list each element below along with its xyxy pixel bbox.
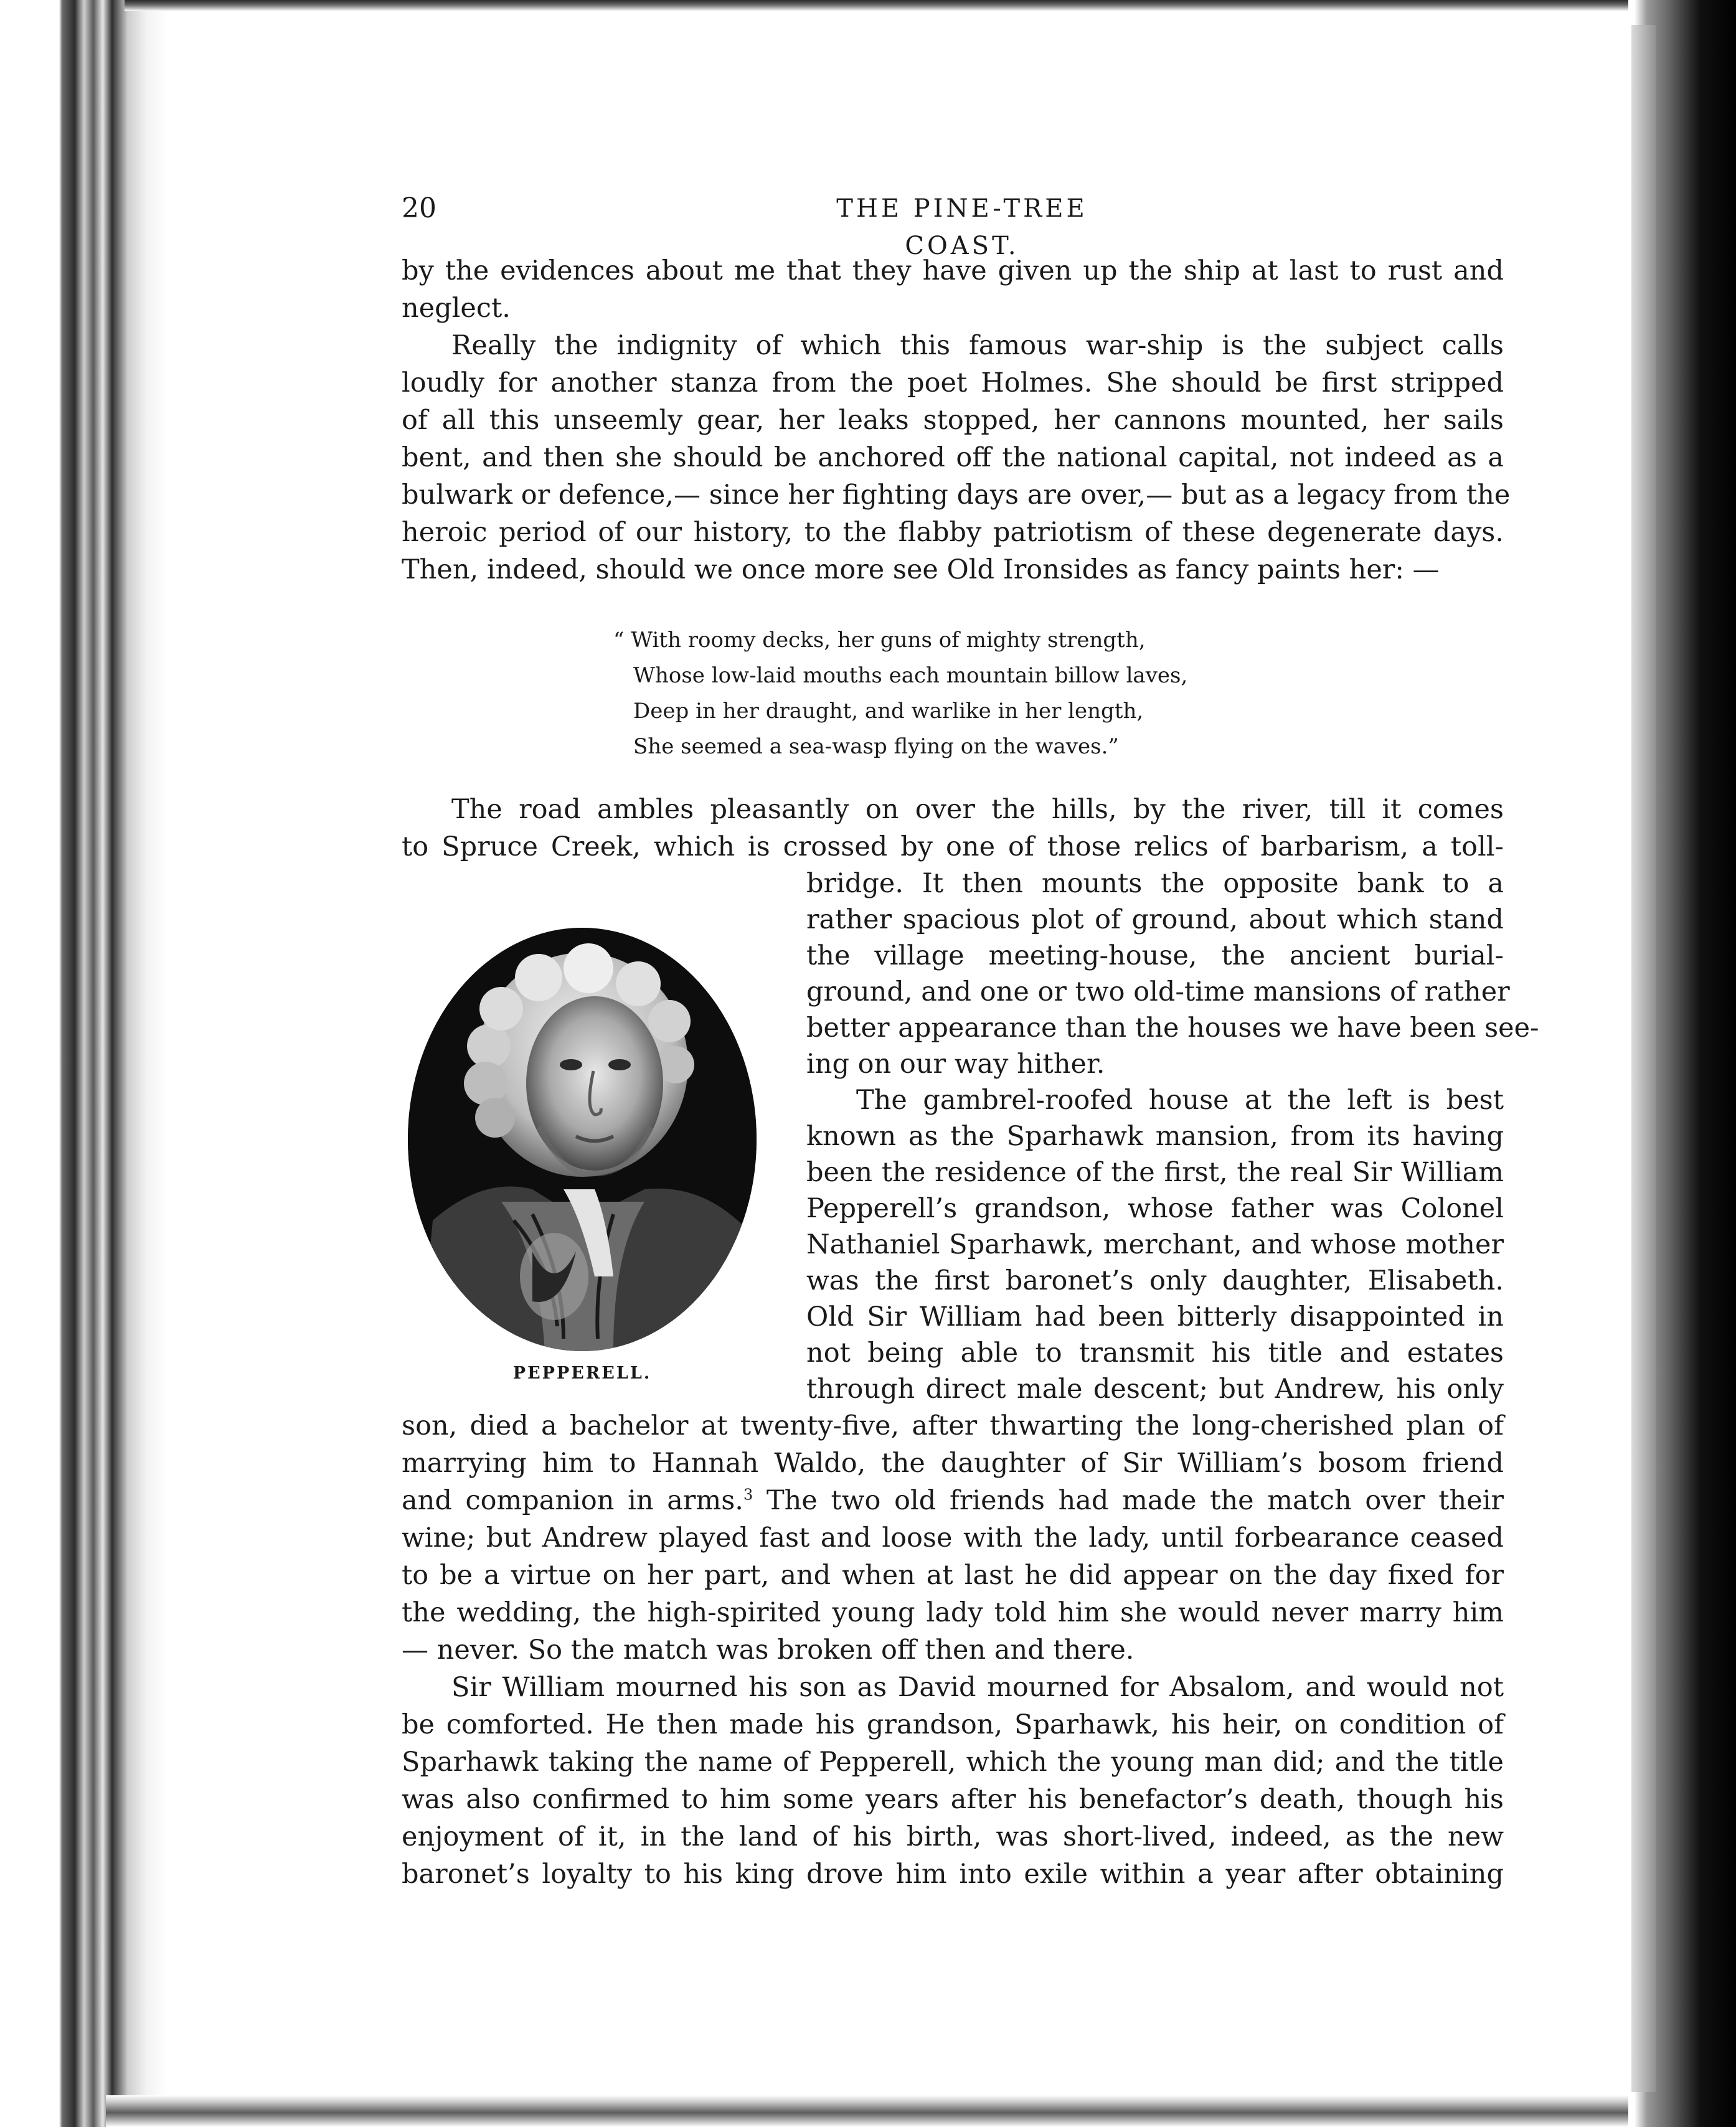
- text-line: better appearance than the houses we have been see-: [806, 1012, 1539, 1044]
- running-head: THE PINE-TREE COAST.: [836, 194, 1088, 260]
- verse-line: Whose low-laid mouths each mountain billow laves,: [633, 663, 1188, 688]
- text-line: ground, and one or two old-time mansions of rather: [806, 976, 1510, 1007]
- text-line: be comforted. He then made his grandson, Sparhawk, his heir, on condition of: [402, 1709, 1504, 1740]
- footnote-ref[interactable]: 3: [743, 1486, 753, 1504]
- text-line: by the evidences about me that they have given up the ship at last to rust and: [402, 255, 1504, 286]
- top-paragraphs: [402, 252, 1511, 588]
- text-line: The gambrel-roofed house at the left is best: [856, 1085, 1504, 1116]
- text-line: Pepperell’s grandson, whose father was Colonel: [806, 1193, 1504, 1224]
- text-line: to Spruce Creek, which is crossed by one of those relics of barbarism, a toll-: [402, 831, 1504, 862]
- text-line: marrying him to Hannah Waldo, the daughter of Sir William’s bosom friend: [402, 1448, 1504, 1479]
- text-line: not being able to transmit his title and estates: [806, 1337, 1504, 1369]
- page-header: [402, 190, 1504, 260]
- text-line: the wedding, the high-spirited young lady told him she would never marry him: [402, 1597, 1504, 1628]
- page-number: 20: [402, 192, 436, 224]
- text-line: Sir William mourned his son as David mourned for Absalom, and would not: [451, 1672, 1504, 1703]
- text-line: known as the Sparhawk mansion, from its having: [806, 1121, 1504, 1152]
- text-line: Sparhawk taking the name of Pepperell, which the young man did; and the title: [402, 1747, 1504, 1778]
- text-segment: The two old friends had made the match over their: [766, 1485, 1504, 1516]
- text-line: heroic period of our history, to the flabby patriotism of these degenerate days.: [402, 517, 1504, 548]
- paragraph-final: [402, 1669, 1504, 1893]
- text-line: of all this unseemly gear, her leaks stopped, her cannons mounted, her sails: [402, 405, 1504, 436]
- text-line: [402, 1482, 1504, 1519]
- text-line: Nathaniel Sparhawk, merchant, and whose mother: [806, 1229, 1504, 1260]
- verse-quotation: [613, 623, 1298, 765]
- text-line: wine; but Andrew played fast and loose with the lady, until forbearance ceased: [402, 1522, 1504, 1554]
- text-line: ing on our way hither.: [806, 1049, 1105, 1080]
- text-line: The road ambles pleasantly on over the hills, by the river, till it comes: [451, 794, 1504, 825]
- text-line: rather spacious plot of ground, about which stand: [806, 904, 1504, 935]
- text-line: been the residence of the first, the real Sir William: [806, 1157, 1504, 1188]
- text-line: the village meeting-house, the ancient burial-: [806, 940, 1504, 971]
- text-line: — never. So the match was broken off then and there.: [402, 1634, 1135, 1666]
- text-line: bulwark or defence,— since her fighting days are over,— but as a legacy from the: [402, 479, 1511, 511]
- text-line: through direct male descent; but Andrew, his only: [806, 1374, 1504, 1405]
- verse-line: She seemed a sea-wasp flying on the waves.”: [633, 734, 1119, 759]
- scan-left-border: [0, 0, 168, 2127]
- text-line: to be a virtue on her part, and when at last he did appear on the day fixed for: [402, 1560, 1504, 1591]
- bottom-paragraphs: [402, 1407, 1504, 1893]
- text-line: Old Sir William had been bitterly disappointed in: [806, 1301, 1504, 1332]
- mid-paragraph: [402, 791, 1504, 865]
- text-line: Then, indeed, should we once more see Old Ironsides as fancy paints her: —: [402, 554, 1440, 585]
- text-segment: and companion in arms.: [402, 1485, 743, 1516]
- figure-caption: PEPPERELL.: [512, 1364, 652, 1383]
- text-line: baronet’s loyalty to his king drove him into exile within a year after obtaining: [402, 1859, 1504, 1890]
- paragraph-2: [402, 327, 1511, 588]
- pepperell-portrait: [408, 928, 757, 1351]
- text-line: son, died a bachelor at twenty-five, after thwarting the long-cherished plan of: [402, 1410, 1504, 1441]
- text-line: loudly for another stanza from the poet Holmes. She should be first stripped: [402, 367, 1504, 399]
- portrait-engraving: [408, 928, 757, 1351]
- paragraph-1: [402, 252, 1504, 327]
- verse-line: Deep in her draught, and warlike in her length,: [633, 699, 1144, 724]
- text-line: was also confirmed to him some years after his benefactor’s death, though his: [402, 1784, 1504, 1815]
- scan-bottom-border: [106, 2095, 1631, 2127]
- verse-line: “ With roomy decks, her guns of mighty strength,: [613, 628, 1146, 653]
- portrait-figure: [405, 928, 760, 1389]
- text-line: bridge. It then mounts the opposite bank to a: [806, 868, 1504, 899]
- text-line: bent, and then she should be anchored off the national capital, not indeed as a: [402, 442, 1504, 473]
- text-line: enjoyment of it, in the land of his birth, was short-lived, indeed, as the new: [402, 1821, 1504, 1852]
- text-line: Really the indignity of which this famous war-ship is the subject calls: [451, 330, 1504, 361]
- wrapped-text: [806, 865, 1539, 1407]
- scan-top-border: [125, 0, 1631, 11]
- paragraph-continued: [402, 1407, 1504, 1669]
- text-line: neglect.: [402, 293, 511, 324]
- page-edge-shadow: [1631, 25, 1656, 2092]
- text-line: was the first baronet’s only daughter, Elisabeth.: [806, 1265, 1504, 1296]
